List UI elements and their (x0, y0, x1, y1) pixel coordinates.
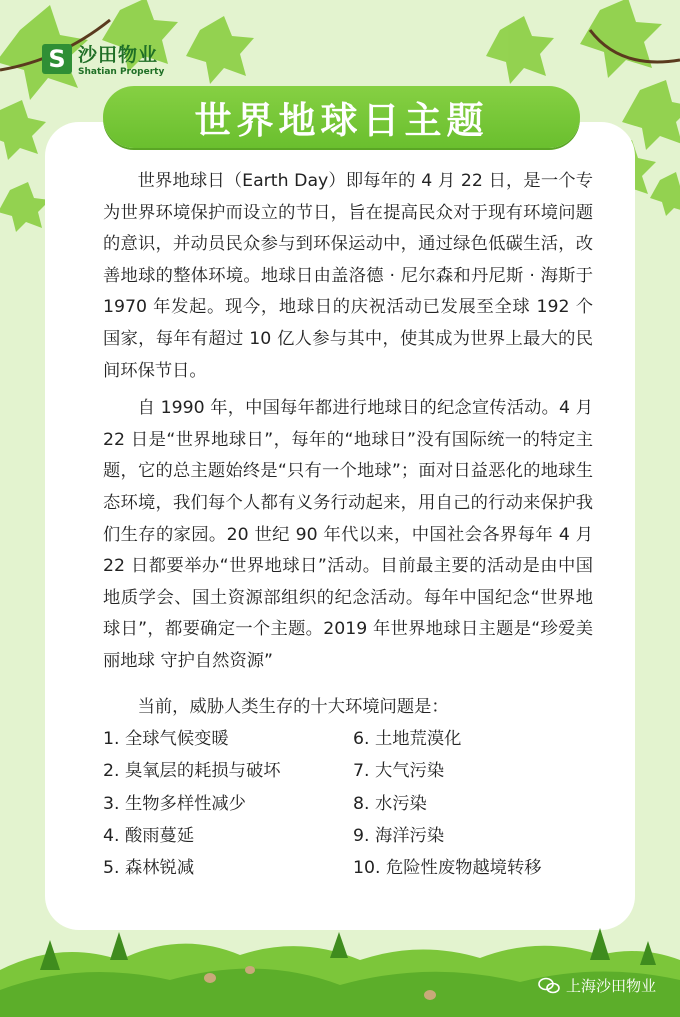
list-item: 4. 酸雨蔓延 (103, 825, 195, 846)
wechat-icon (538, 977, 560, 995)
page-title: 世界地球日主题 (194, 99, 489, 142)
account-watermark (538, 975, 656, 996)
list-item: 7. 大气污染 (353, 761, 445, 782)
paragraph-china: 自 1990 年，中国每年都进行地球日的纪念宣传活动。4 月 22 日是“世界地球日”，每年的“地球日”没有国际统一的特定主题，它的总主题始终是“只有一个地球”；面对日益恶化的地球生态环境，我们每个人都有义务行动起来，用自己的行动来保护我们生存的家园。20 世纪 90 年代以来，中国社会各界每年 4 月 22 日都要举办“世界地球日”活动。目前最主要的活动是由中国地质学会、国土资源部组织的纪念活动。每年中国纪念“世界地球日”，都要确定一个主题。2019 年世界地球日主题是“珍爱美丽地球 守护自然资源” (103, 398, 593, 671)
logo-name-en: Shatian Property (78, 67, 165, 77)
hills-illustration (0, 900, 680, 1017)
list-item: 2. 臭氧层的耗损与破坏 (103, 761, 281, 782)
list-item: 5. 森林锐减 (103, 858, 195, 879)
issues-list (103, 723, 593, 884)
list-item: 3. 生物多样性减少 (103, 793, 246, 814)
logo-mark: S (42, 44, 72, 74)
list-item: 1. 全球气候变暖 (103, 729, 229, 750)
list-item: 6. 土地荒漠化 (353, 729, 462, 750)
content-card (45, 122, 635, 930)
list-item: 10. 危险性废物越境转移 (353, 858, 542, 879)
issues-intro: 当前，威胁人类生存的十大环境问题是： (137, 696, 449, 717)
title-banner (103, 86, 580, 148)
logo-name-cn: 沙田物业 (78, 44, 159, 66)
list-item: 8. 水污染 (353, 793, 427, 814)
company-logo (42, 40, 164, 77)
watermark-text: 上海沙田物业 (565, 977, 656, 995)
paragraph-intro: 世界地球日（Earth Day）即每年的 4 月 22 日，是一个专为世界环境保护而设立的节日，旨在提高民众对于现有环境问题的意识，并动员民众参与到环保运动中，通过绿色低碳生活，改善地球的整体环境。地球日由盖洛德 · 尼尔森和丹尼斯 · 海斯于 1970 年发起。现今，地球日的庆祝活动已发展至全球 192 个国家，每年有超过 10 亿人参与其中，使其成为世界上最大的民间环保节日。 (103, 171, 593, 381)
list-item: 9. 海洋污染 (353, 825, 445, 846)
